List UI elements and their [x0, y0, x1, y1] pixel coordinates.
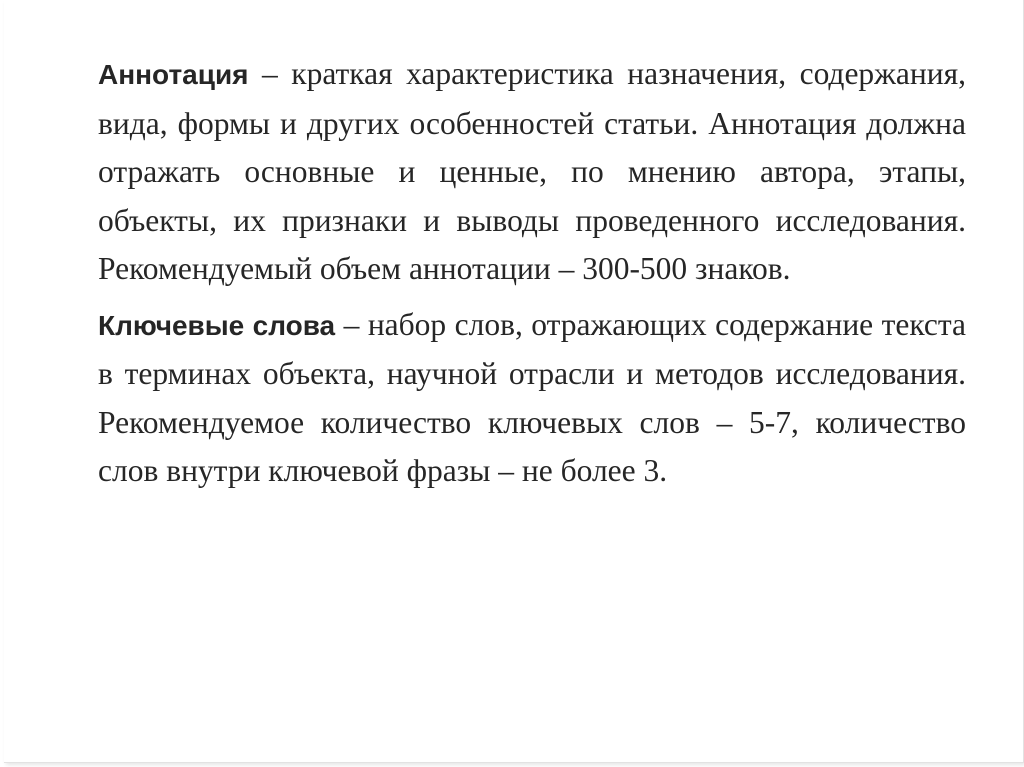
annotation-definition: – краткая характеристика назначения, содержания, вида, формы и других особенностей статьи. Аннотация должна отражать основные и ценные, по мнению автора, этапы, объекты, их признаки и выводы проведенного исследования. Рекомендуемый объем аннотации – 300-500 знаков. — [98, 56, 966, 286]
keywords-paragraph — [98, 301, 966, 496]
keywords-definition: – набор слов, отражающих содержание текста в терминах объекта, научной отрасли и методов исследования. Рекомендуемое количество ключевых слов – 5-7, количество слов внутри ключевой фразы – не более 3. — [98, 306, 967, 488]
annotation-term: Аннотация — [98, 59, 249, 90]
slide-body — [98, 50, 966, 496]
annotation-paragraph — [98, 50, 966, 294]
keywords-term: Ключевые слова — [98, 309, 336, 341]
